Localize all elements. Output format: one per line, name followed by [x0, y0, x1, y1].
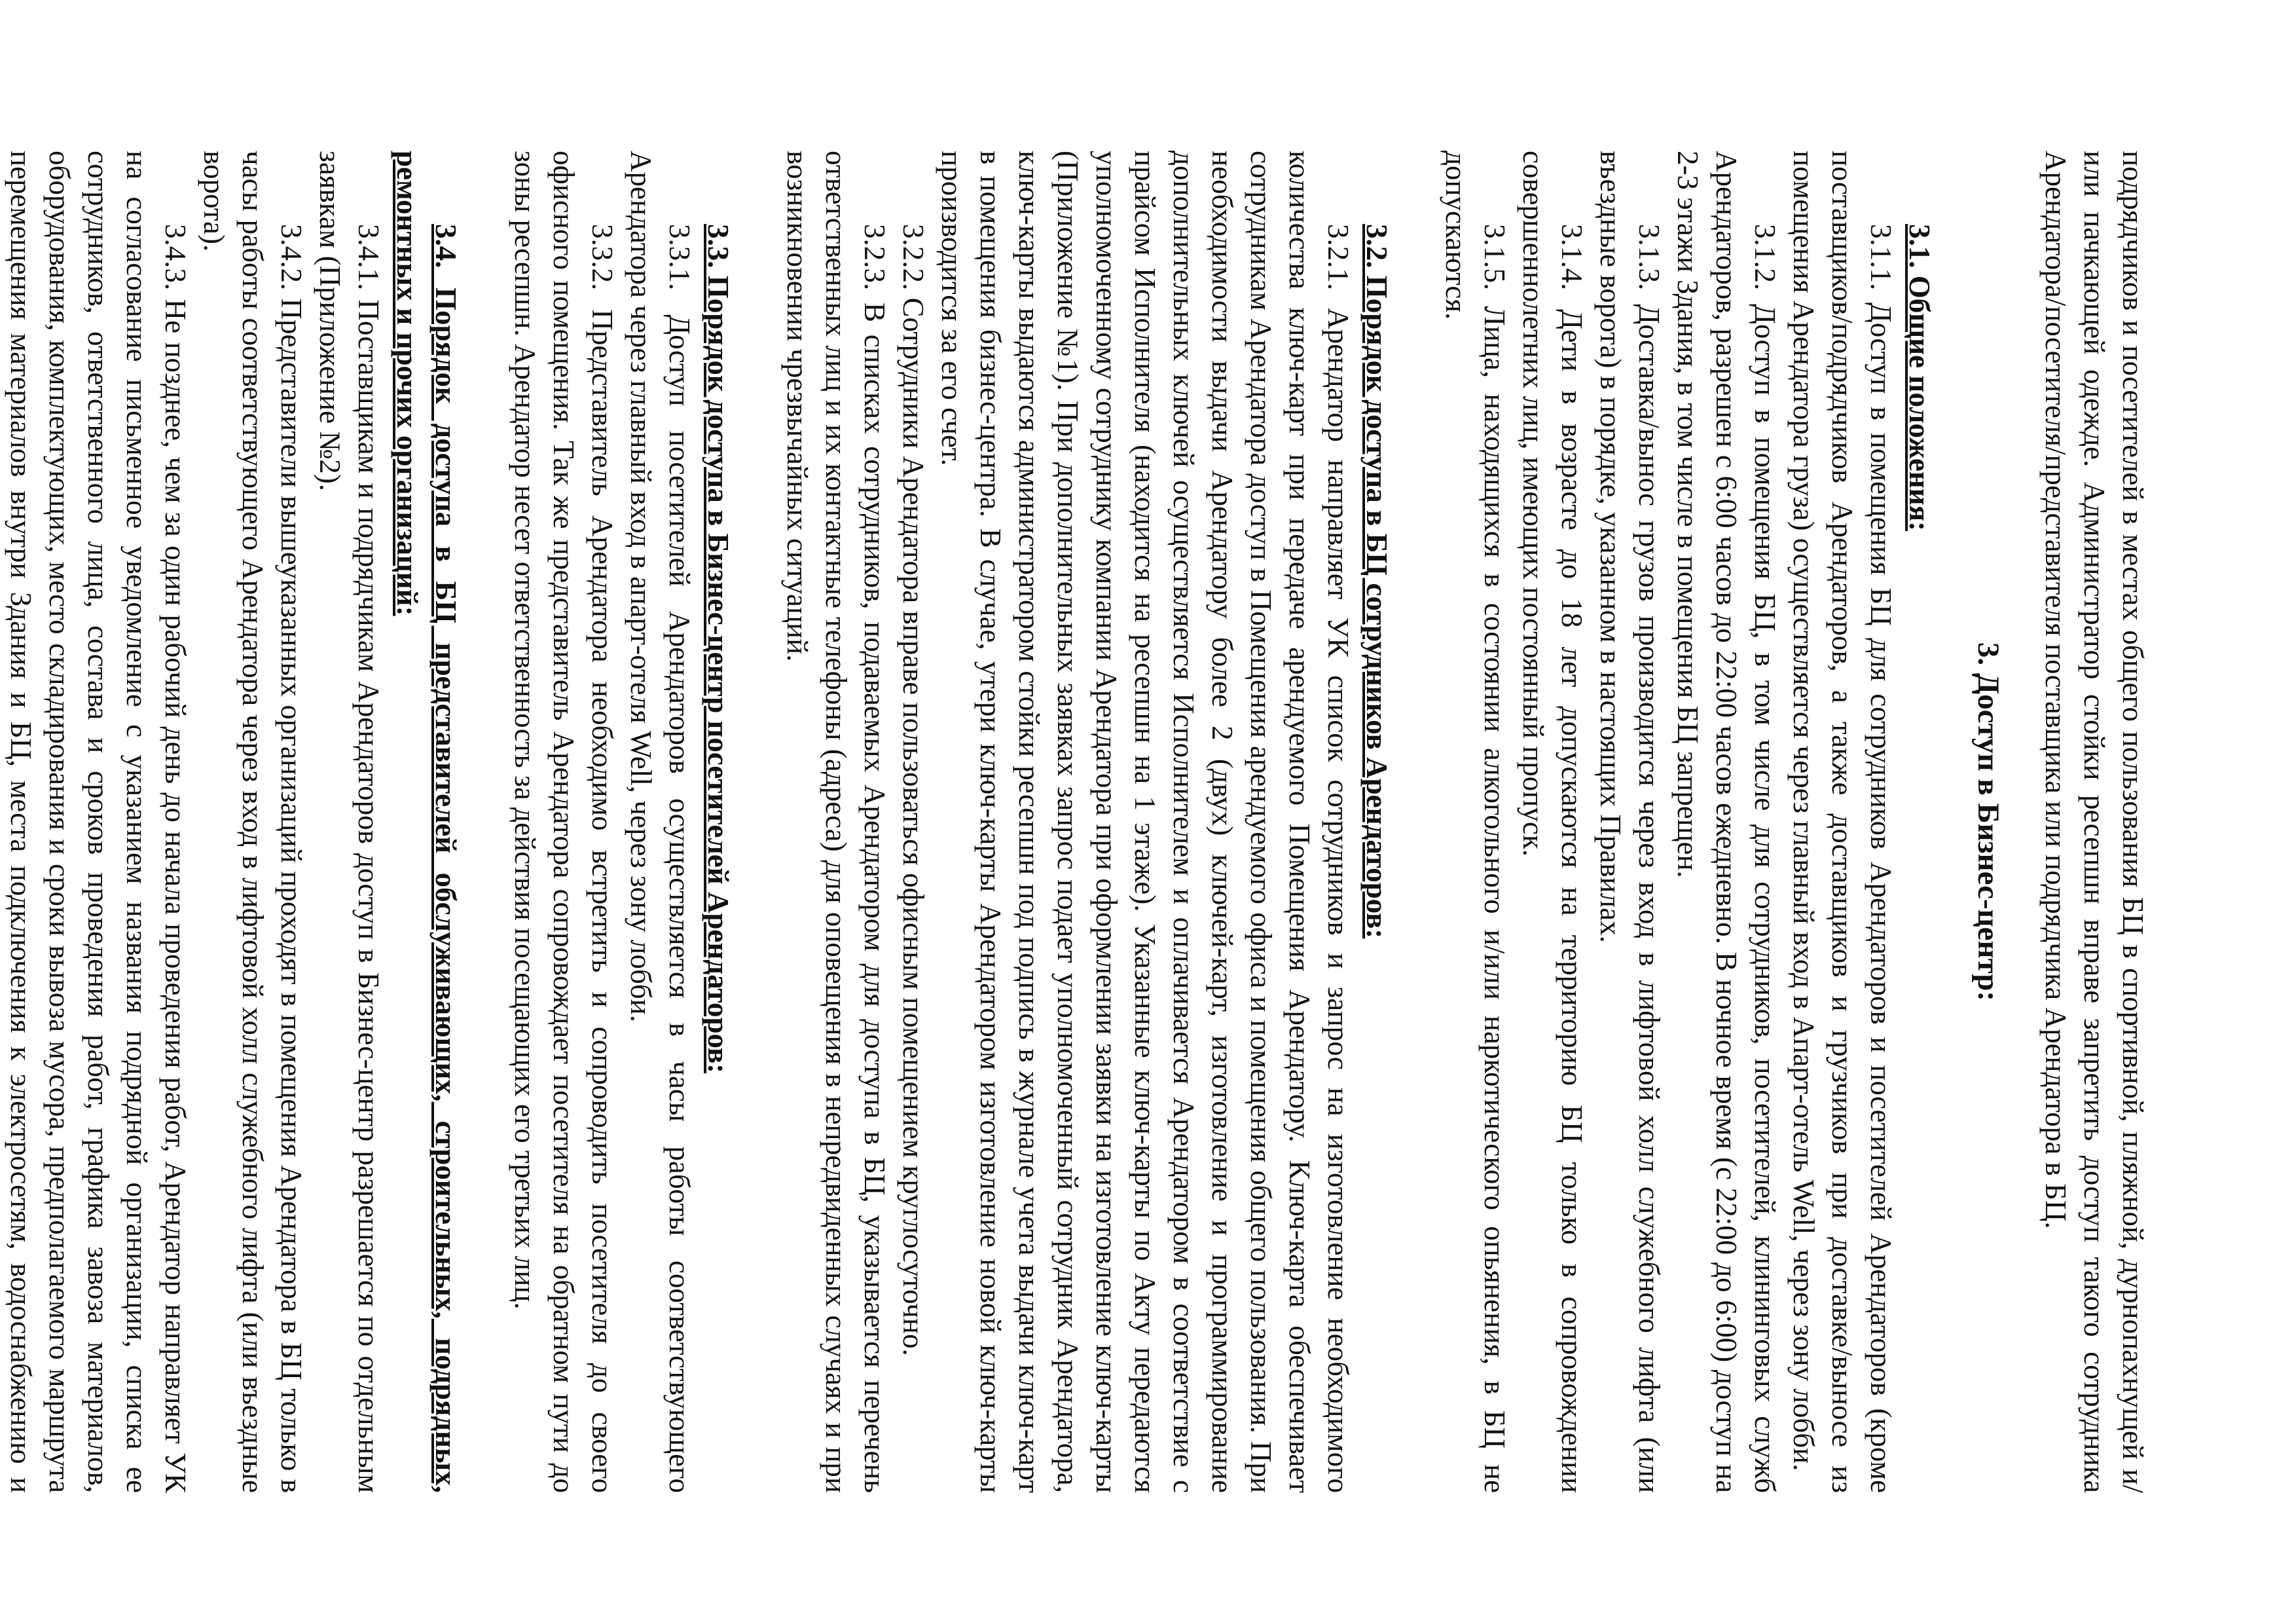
document-body — [0, 151, 2152, 1493]
clause-3-1-5: 3.1.5. Лица, находящихся в состоянии алкогольного и/или наркотического опьянения, в БЦ не допускаются. — [1440, 151, 1511, 1493]
subsection-3-1-heading — [1900, 151, 1939, 1493]
clause-3-3-2: 3.3.2. Представитель Арендатора необходимо встретить и сопроводить посетителя до своего офисного помещения. Так же представитель Арендатора сопровождает посетителя на обратном пути до зоны ресепшн. Арендатор несет ответственность за действия посещающих его третьих лиц. — [509, 151, 619, 1493]
clause-3-4-2: 3.4.2. Представители вышеуказанных организаций проходят в помещения Арендатора в БЦ только в часы работы соответствующего Арендатора через вход в лифтовой холл служебного лифта (или въездные ворота). — [198, 151, 308, 1493]
subsection-3-4-heading — [388, 151, 465, 1493]
clause-3-4-1: 3.4.1. Поставщикам и подрядчикам Арендаторов доступ в Бизнес-центр разрешается по отдельным заявкам (Приложение №2). — [314, 151, 385, 1493]
section-3-heading: 3. Доступ в Бизнес-центр: — [1971, 642, 2005, 1002]
subsection-3-3-heading — [699, 151, 737, 1493]
clause-3-1-2: 3.1.2. Доступ в помещения БЦ, в том числе для сотрудников, посетителей, клининговых служб Арендаторов, разрешен с 6:00 часов до 22:00 часов ежедневно. В ночное время (с 22:00 до 6:00) доступ на 2-3 этажи Здания, в том числе в помещения БЦ запрещен. — [1671, 151, 1781, 1493]
subsection-3-2-heading — [1357, 151, 1396, 1493]
subsection-3-4-title: 3.4. Порядок доступа в БЦ представителей обслуживающих, строительных, подрядных, ремонтных и прочих организаций: — [391, 151, 462, 1493]
clause-3-2-1: 3.2.1. Арендатор направляет УК список сотрудников и запрос на изготовление необходимого количества ключ-карт при передаче арендуемого Помещения Арендатору. Ключ-карта обеспечивает сотрудникам Арендатора доступ в Помещения арендуемого офиса и помещения общего пользования. При необходимости выдачи Арендатору более 2 (двух) ключей-карт, изготовление и программирование дополнительных ключей осуществляется Исполнителем и оплачивается Арендатором в соответствие с прайсом Исполнителя (находится на ресепшн на 1 этаже). Указанные ключ-карты по Акту передаются уполномоченному сотруднику компании Арендатора при оформлении заявки на изготовление ключ-карты (Приложение №1). При дополнительных заявках запрос подает уполномоченный сотрудник Арендатора, ключ-карты выдаются администратором стойки ресепшн под подпись в журнале учета выдачи ключ-карт в помещения бизнес-центра. В случае, утери ключ-карты Арендатором изготовление новой ключ-карты производится за его счет. — [936, 151, 1355, 1493]
clause-3-4-3: 3.4.3. Не позднее, чем за один рабочий день до начала проведения работ, Арендатор направляет УК на согласование письменное уведомление с указанием названия подрядной организации, списка ее сотрудников, ответственного лица, состава и сроков проведения работ, графика завоза материалов, оборудования, комплектующих, место складирования и сроки вывоза мусора, предполагаемого маршрута перемещения материалов внутри Здания и БЦ, места подключения к электросетям, водоснабжению и — [5, 151, 192, 1493]
clause-3-1-1: 3.1.1. Доступ в помещения БЦ для сотрудников Арендаторов и посетителей Арендаторов (кроме поставщиков/подрядчиков Арендаторов, а также доставщиков и грузчиков при доставке/выносе из помещения Арендатора груза) осуществляется через главный вход в Апарт-отель Well, через зону лобби. — [1787, 151, 1897, 1493]
clause-3-1-3: 3.1.3. Доставка/вынос грузов производится через вход в лифтовой холл служебного лифта (или въездные ворота) в порядке, указанном в настоящих Правилах. — [1594, 151, 1666, 1493]
clause-3-3-1: 3.3.1. Доступ посетителей Арендаторов осуществляется в часы работы соответствующего Арендатора через главный вход в апарт-отеля Well, через зону лобби. — [625, 151, 696, 1493]
subsection-3-2-title: 3.2. Порядок доступа в БЦ сотрудников Арендаторов: — [1360, 224, 1393, 939]
clause-3-1-4: 3.1.4. Дети в возрасте до 18 лет допускаются на территорию БЦ только в сопровождении совершеннолетних лиц, имеющих постоянный пропуск. — [1517, 151, 1588, 1493]
clause-3-2-2: 3.2.2. Сотрудники Арендатора вправе пользоваться офисным помещением круглосуточно. — [897, 224, 930, 1356]
intro-paragraph: подрядчиков и посетителей в местах общего пользования БЦ в спортивной, пляжной, дурнопахнущей и/или пачкающей одежде. Администратор стойки ресепшн вправе запретить доступ такого сотрудника Арендатора/посетителя/представителя поставщика или подрядчика Арендатора в БЦ. — [2039, 151, 2149, 1493]
clause-3-2-3: 3.2.3. В списках сотрудников, подаваемых Арендатором для доступа в БЦ, указывается перечень ответственных лиц и их контактные телефоны (адреса) для оповещения в непредвиденных случаях и при возникновении чрезвычайных ситуаций. — [781, 151, 891, 1493]
subsection-3-1-title: 3.1. Общие положения: — [1903, 224, 1936, 532]
subsection-3-3-title: 3.3. Порядок доступа в Бизнес-центр посетителей Арендаторов: — [702, 224, 735, 1074]
